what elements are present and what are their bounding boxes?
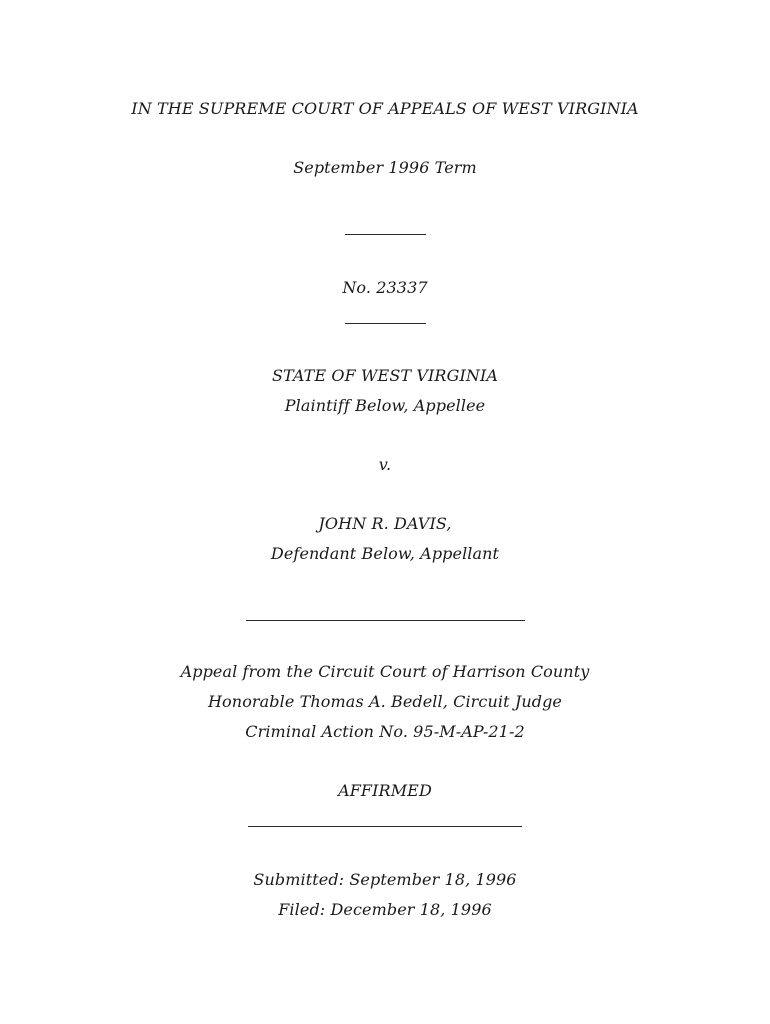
submitted-date: Submitted: September 18, 1996	[253, 870, 517, 889]
filed-date: Filed: December 18, 1996	[278, 900, 492, 919]
disposition: AFFIRMED	[338, 781, 432, 800]
separator-rule-short-2	[345, 323, 426, 324]
versus-label: v.	[378, 455, 392, 474]
separator-rule-long-2	[248, 826, 522, 827]
separator-rule-short-1	[345, 234, 426, 235]
appeal-judge: Honorable Thomas A. Bedell, Circuit Judge	[208, 692, 562, 711]
plaintiff-name: STATE OF WEST VIRGINIA	[271, 366, 499, 385]
separator-rule-long-1	[246, 620, 525, 621]
court-heading: IN THE SUPREME COURT OF APPEALS OF WEST VIRGINIA	[131, 99, 639, 118]
case-number: No. 23337	[342, 278, 428, 297]
appeal-action: Criminal Action No. 95-M-AP-21-2	[245, 722, 525, 741]
defendant-role: Defendant Below, Appellant	[270, 544, 500, 563]
defendant-name: JOHN R. DAVIS,	[318, 514, 452, 533]
plaintiff-role: Plaintiff Below, Appellee	[284, 396, 486, 415]
appeal-from: Appeal from the Circuit Court of Harrison County	[180, 662, 590, 681]
term-line: September 1996 Term	[293, 158, 477, 177]
